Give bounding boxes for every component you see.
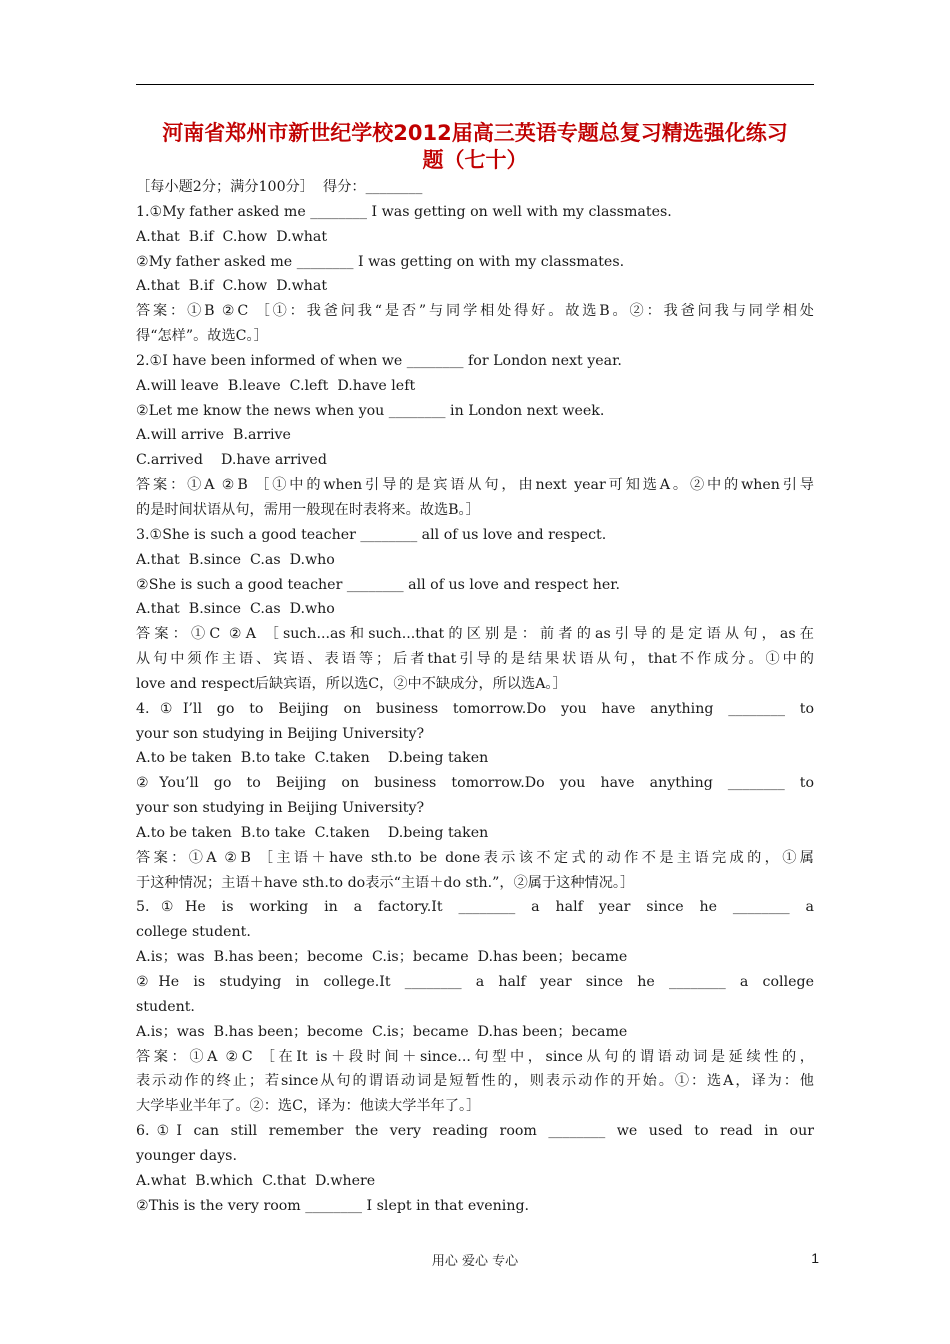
text-line: A.will arrive B.arrive [136,427,291,444]
text-line: 的是时间状语从句，需用一般现在时表将来。故选B。］ [136,501,480,518]
text-line: 4.①I’ll go to Beijing on business tomorrow.Do you have anything ________ to [136,700,814,717]
text-line: A.that B.if C.how D.what [136,228,328,245]
text-line: 表示动作的终止；若since从句的谓语动词是短暂性的，则表示动作的开始。①：选A，译为：他 [136,1073,814,1090]
text-line: 答案：①A ②B ［①中的when引导的是宾语从句，由next year可知选A。②中的when引导 [136,477,814,494]
document-body [136,175,814,1218]
text-line: A.what B.which C.that D.where [136,1172,376,1189]
header-rule [136,84,814,85]
text-line: 于这种情况；主语＋have sth.to do表示“主语＋do sth.”，②属于这种情况。］ [136,874,635,891]
text-line: 从句中须作主语、宾语、表语等；后者that引导的是结果状语从句，that不作成分。①中的 [136,651,814,668]
text-line: student. [136,998,195,1015]
text-line: ②This is the very room ________ I slept in that evening. [136,1197,530,1214]
title-line-1: 河南省郑州市新世纪学校2012届高三英语专题总复习精选强化练习 [162,121,788,145]
text-line: A.that B.if C.how D.what [136,278,328,295]
text-line: college student. [136,924,251,941]
text-line: 大学毕业半年了。②：选C，译为：他读大学半年了。］ [136,1098,481,1115]
text-line: ②She is such a good teacher ________ all of us love and respect her. [136,576,620,593]
text-line: ②My father asked me ________ I was getting on with my classmates. [136,253,625,270]
text-line: 6.①I can still remember the very reading room ________ we used to read in our [136,1123,814,1140]
text-line: 答案：①A ②B ［主语＋have sth.to be done表示该不定式的动作不是主语完成的，①属 [136,849,814,866]
text-line: your son studying in Beijing University? [136,800,425,817]
text-line: ②You’ll go to Beijing on business tomorrow.Do you have anything ________ to [136,775,814,792]
text-line: C.arrived D.have arrived [136,452,327,469]
text-line: your son studying in Beijing University? [136,725,425,742]
page-number: 1 [811,1250,819,1266]
text-line: A.that B.since C.as D.who [136,601,335,618]
text-line: A.is；was B.has been；become C.is；became D.has been；became [136,949,628,966]
text-line: 答案：①A ②C ［在It is＋段时间＋since...句型中，since从句的谓语动词是延续性的， [136,1048,814,1065]
text-line: love and respect后缺宾语，所以选C，②中不缺成分，所以选A。］ [136,675,567,692]
document-title [136,120,814,174]
page-footer: 用心 爱心 专心 [431,1254,519,1269]
text-line: younger days. [136,1147,237,1164]
text-line: A.is；was B.has been；become C.is；became D.has been；became [136,1023,628,1040]
text-line: 2.①I have been informed of when we ________ for London next year. [136,352,622,369]
text-line: A.will leave B.leave C.left D.have left [136,377,416,394]
title-line-2: 题（七十） [422,148,528,172]
text-line: 得“怎样”。故选C。］ [136,328,268,345]
text-line: 答案：①C ②A ［such...as和such...that的区别是：前者的as引导的是定语从句，as在 [136,626,814,643]
text-line: ②He is studying in college.It ________ a half year since he ________ a college [136,974,814,990]
text-line: ［每小题2分；满分100分］ 得分：________ [136,179,423,195]
text-line: A.that B.since C.as D.who [136,551,335,568]
text-line: ②Let me know the news when you ________ in London next week. [136,402,605,419]
text-line: 答案：①B ②C ［①：我爸问我“是否”与同学相处得好。故选B。②：我爸问我与同学相处 [136,303,814,320]
text-line: A.to be taken B.to take C.taken D.being taken [136,750,489,767]
text-line: 5.①He is working in a factory.It ________ a half year since he ________ a [136,899,814,916]
text-line: A.to be taken B.to take C.taken D.being taken [136,824,489,841]
text-line: 3.①She is such a good teacher ________ all of us love and respect. [136,526,607,543]
text-line: 1.①My father asked me ________ I was getting on well with my classmates. [136,203,672,220]
